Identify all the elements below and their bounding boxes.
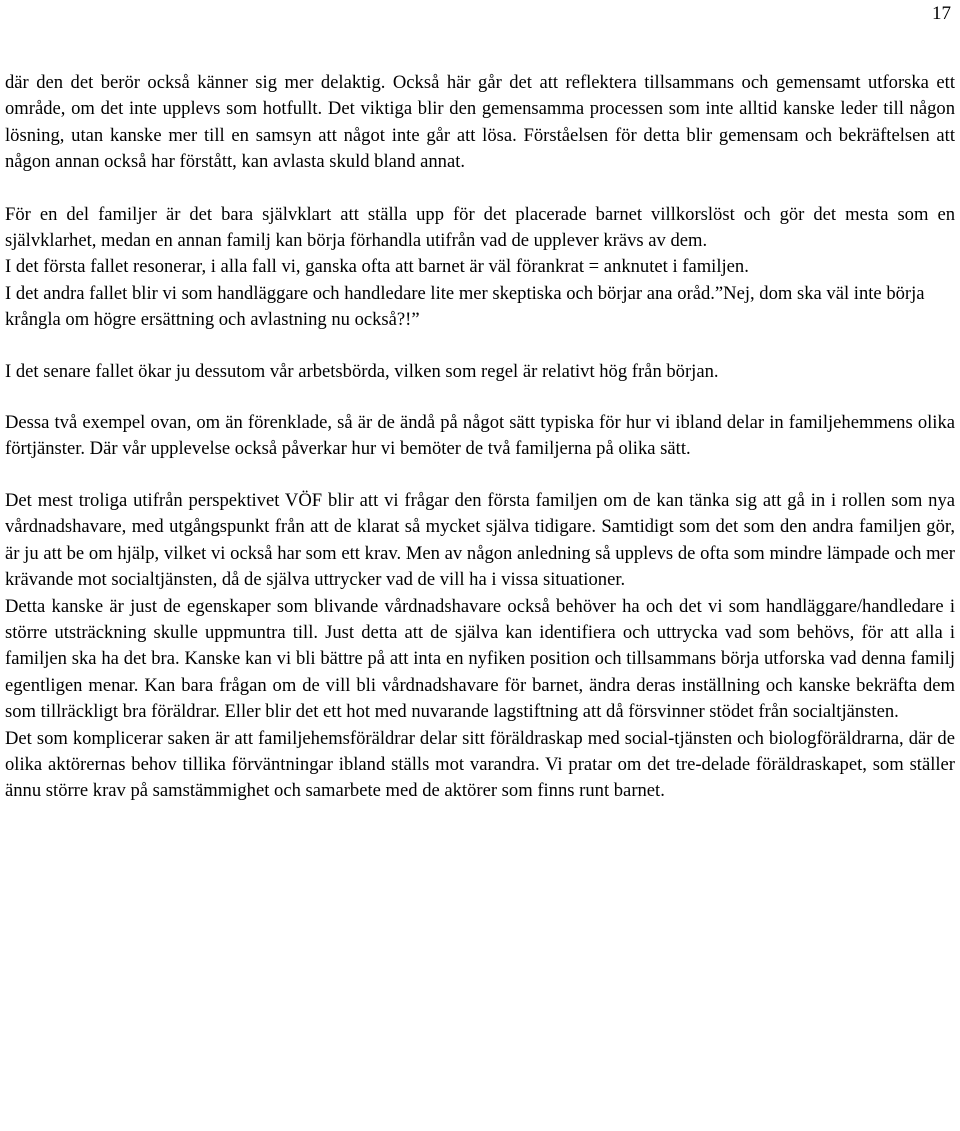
paragraph-1: där den det berör också känner sig mer delaktig. Också här går det att reflektera tillsammans och gemensamt utforska ett område, om det inte upplevs som hotfullt. Det viktiga blir den gemensamma processen som inte alltid kanske leder till någon lösning, utan kanske mer till en samsyn att något inte går att lösa. Förståelsen för detta blir gemensam och bekräftelsen att någon annan också har förstått, kan avlasta skuld bland annat.: [5, 72, 955, 173]
paragraph-3: I det första fallet resonerar, i alla fall vi, ganska ofta att barnet är väl förankrat = anknutet i familjen.: [5, 256, 749, 278]
paragraph-9: Det som komplicerar saken är att familjehemsföräldrar delar sitt föräldraskap med social-tjänsten och biologföräldrarna, där de olika aktörernas behov tillika förväntningar ibland ställs mot varandra. Vi pratar om det tre-delade föräldraskapet, som ställer ännu större krav på samstämmighet och samarbete med de aktörer som finns runt barnet.: [5, 727, 955, 802]
document-body: [5, 70, 955, 805]
paragraph-7: Det mest troliga utifrån perspektivet VÖF blir att vi frågar den första familjen om de kan tänka sig att gå in i rollen som nya vårdnadshavare, med utgångspunkt från att de klarat så mycket själva tidigare. Samtidigt som det som den andra familjen gör, är ju att be om hjälp, vilket vi också har som ett krav. Men av någon anledning så upplevs de ofta som mindre lämpade och mer krävande mot socialtjänsten, då de själva uttrycker vad de vill ha i vissa situationer.: [5, 489, 955, 591]
page-number: 17: [932, 3, 951, 24]
paragraph-5: I det senare fallet ökar ju dessutom vår arbetsbörda, vilken som regel är relativt hög från början.: [5, 360, 719, 382]
paragraph-6: Dessa två exempel ovan, om än förenklade, så är de ändå på något sätt typiska för hur vi ibland delar in familjehemmens olika förtjänster. Där vår upplevelse också påverkar hur vi bemöter de två familjerna på olika sätt.: [5, 412, 955, 460]
paragraph-4: I det andra fallet blir vi som handläggare och handledare lite mer skeptiska och börjar ana oråd.”Nej, dom ska väl inte börja krångla om högre ersättning och avlastning nu också?!”: [5, 282, 925, 331]
paragraph-2: För en del familjer är det bara självklart att ställa upp för det placerade barnet villkorslöst och gör det mesta som en självklarhet, medan en annan familj kan börja förhandla utifrån vad de upplever krävs av dem.: [5, 203, 955, 252]
paragraph-8: Detta kanske är just de egenskaper som blivande vårdnadshavare också behöver ha och det vi som handläggare/handledare i större utsträckning skulle uppmuntra till. Just detta att de själva kan identifiera och uttrycka vad som behövs, för att alla i familjen ska ha det bra. Kanske kan vi bli bättre på att inta en nyfiken position och tillsammans börja utforska vad denna familj egentligen menar. Kan bara frågan om de vill bli vårdnadshavare för barnet, ändra deras inställning och kanske bekräfta dem som tillräckligt bra föräldrar. Eller blir det ett hot med nuvarande lagstiftning att då försvinner stödet från socialtjänsten.: [5, 595, 955, 723]
